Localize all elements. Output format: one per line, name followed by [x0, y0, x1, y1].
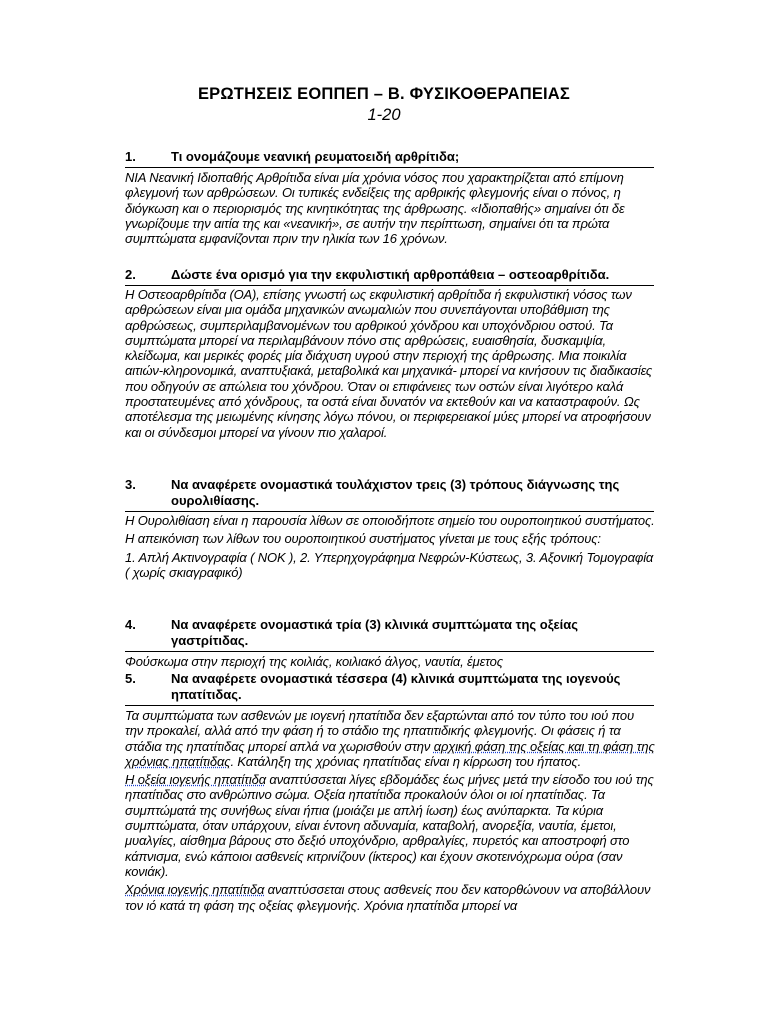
question-4	[125, 617, 655, 649]
answer-paragraph: Φούσκωμα στην περιοχή της κοιλιάς, κοιλιακό άλγος, ναυτία, έμετος	[125, 654, 503, 669]
answer-paragraph: Η Οστεοαρθρίτιδα (ΟΑ), επίσης γνωστή ως εκφυλιστική αρθρίτιδα ή εκφυλιστική νόσος των αρθρώσεων είναι μια ομάδα μηχανικών ανωμαλιών που συνεπάγονται υποβάθμιση της αρθρώσεως, συμπεριλαμβανομένων του αρθρικού χόνδρου και υποχόνδριου οστού. Τα συμπτώματα μπορεί να περιλαμβάνουν πόνο στις αρθρώσεις, ευαισθησία, δυσκαμψία, κλείδωμα, και μερικές φορές μία διάχυση υγρού στην περιοχή της άρθρωσης. Μια ποικιλία αιτιών-κληρονομικά, αναπτυξιακά, μεταβολικά και μηχανικά- μπορεί να κινήσουν τις διαδικασίες που οδηγούν σε απώλεια του χόνδρου. Όταν οι επιφάνειες των οστών είναι λιγότερο καλά προστατευμένες από χόνδρους, τα οστά είναι δυνατόν να εκτεθούν και να καταστραφούν. Ως αποτέλεσμα της μειωμένης κίνησης λόγω πόνου, οι περιφερειακοί μύες μπορεί να ατροφήσουν και οι σύνδεσμοι μπορεί να γίνουν πιο χαλαροί.	[125, 287, 653, 440]
answer-1	[125, 170, 655, 246]
divider	[125, 651, 654, 652]
question-3	[125, 477, 655, 509]
text-segment: Τα συμπτώματα των ασθενών με ιογενή ηπατίτιδα δεν εξαρτώνται από τον τύπο του ιού που την προκαλεί, αλλά από την φάση ή το στάδιο της ηπατιτιδικής φλεγμονής. Οι φάσεις ή τα στάδια της ηπατίτιδας μπορεί απλά να χωρισθούν στην	[125, 708, 635, 754]
question-number: 2.	[125, 267, 136, 282]
answer-5	[125, 708, 655, 913]
divider	[125, 511, 654, 512]
answer-paragraph: Η Ουρολιθίαση είναι η παρουσία λίθων σε οποιοδήποτε σημείο του ουροποιητικού συστήματος.	[125, 513, 655, 528]
underlined-term: Η οξεία ιογενής ηπατίτιδα	[125, 772, 266, 788]
answer-4	[125, 654, 655, 669]
divider	[125, 705, 654, 706]
question-text: Να αναφέρετε ονομαστικά τρία (3) κλινικά συμπτώματα της οξείας γαστρίτιδας.	[171, 617, 579, 648]
question-1	[125, 149, 655, 165]
answer-3	[125, 513, 655, 580]
question-number: 5.	[125, 671, 136, 686]
answer-paragraph: Η απεικόνιση των λίθων του ουροποιητικού συστήματος γίνεται με τους εξής τρόπους:	[125, 531, 601, 547]
answer-paragraph	[125, 708, 655, 769]
answer-paragraph	[125, 882, 655, 913]
text-segment: αναπτύσσεται λίγες εβδομάδες έως μήνες μετά την είσοδο του ιού της ηπατίτιδας στο ανθρώπινο σώμα. Οξεία ηπατίτιδα προκαλούν όλοι οι ιοί ηπατίτιδας. Τα συμπτώματά της συνήθως είναι ήπια (μοιάζει με απλή ίωση) έως ανύπαρκτα. Τα κύρια συμπτώματα, όταν υπάρχουν, είναι έντονη αδυναμία, καταβολή, ανορεξία, ναυτία, έμετοι, μυαλγίες, αίσθημα βάρους στο δεξιό υποχόνδριο, αρθραλγίες, πυρετός και αποστροφή στο κάπνισμα, ενώ κάποιοι ασθενείς κιτρινίζουν (ίκτερος) και έχουν σκοτεινόχρωμα ούρα (σαν κονιάκ).	[125, 772, 654, 879]
answer-paragraph: ΝΙΑ Νεανική Ιδιοπαθής Αρθρίτιδα είναι μία χρόνια νόσος που χαρακτηρίζεται από επίμονη φλεγμονή των αρθρώσεων. Οι τυπικές ενδείξεις της αρθρικής φλεγμονής είναι ο πόνος, η διόγκωση και ο περιορισμός της κινητικότητας της άρθρωσης. «Ιδιοπαθής» σημαίνει ότι δε γνωρίζουμε την αιτία της και «νεανική», σε αυτήν την περίπτωση, σημαίνει ότι τα πρώτα συμπτώματα εμφανίζονται πριν την ηλικία των 16 χρόνων.	[125, 170, 625, 247]
question-2	[125, 267, 655, 283]
question-number: 3.	[125, 477, 136, 492]
question-text: Να αναφέρετε ονομαστικά τουλάχιστον τρεις (3) τρόπους διάγνωσης της ουρολιθίασης.	[171, 477, 620, 508]
divider	[125, 167, 654, 168]
text-segment: αναπτύσσεται στους ασθενείς που δεν κατορθώνουν να αποβάλλουν τον ιό κατά τη φάση της οξείας φλεγμονής. Χρόνια ηπατίτιδα μπορεί να	[125, 882, 651, 913]
question-number: 1.	[125, 149, 136, 164]
answer-2	[125, 287, 655, 440]
question-text: Τι ονομάζουμε νεανική ρευματοειδή αρθρίτιδα;	[171, 149, 460, 164]
text-segment: . Κατάληξη της χρόνιας ηπατίτιδας είναι η κίρρωση του ήπατος.	[230, 753, 582, 769]
underlined-term: Χρόνια ιογενής ηπατίτιδα	[125, 882, 265, 898]
page-title: ΕΡΩΤΗΣΕΙΣ ΕΟΠΠΕΠ – Β. ΦΥΣΙΚΟΘΕΡΑΠΕΙΑΣ	[197, 85, 571, 103]
question-text: Να αναφέρετε ονομαστικά τέσσερα (4) κλινικά συμπτώματα της ιογενούς ηπατίτιδας.	[171, 671, 621, 702]
question-5	[125, 671, 655, 703]
answer-paragraph: 1. Απλή Ακτινογραφία ( ΝΟΚ ), 2. Υπερηχογράφημα Νεφρών-Κύστεως, 3. Αξονική Τομογραφία ( χωρίς σκιαγραφικό)	[125, 549, 654, 580]
question-text: Δώστε ένα ορισμό για την εκφυλιστική αρθροπάθεια – οστεοαρθρίτιδα.	[171, 267, 610, 282]
divider	[125, 285, 654, 286]
underlined-term: αρχική φάση της οξείας και τη φάση της χρόνιας ηπατίτιδας	[125, 738, 655, 769]
answer-paragraph	[125, 772, 655, 879]
page-subtitle: 1-20	[367, 106, 401, 124]
question-number: 4.	[125, 617, 136, 632]
